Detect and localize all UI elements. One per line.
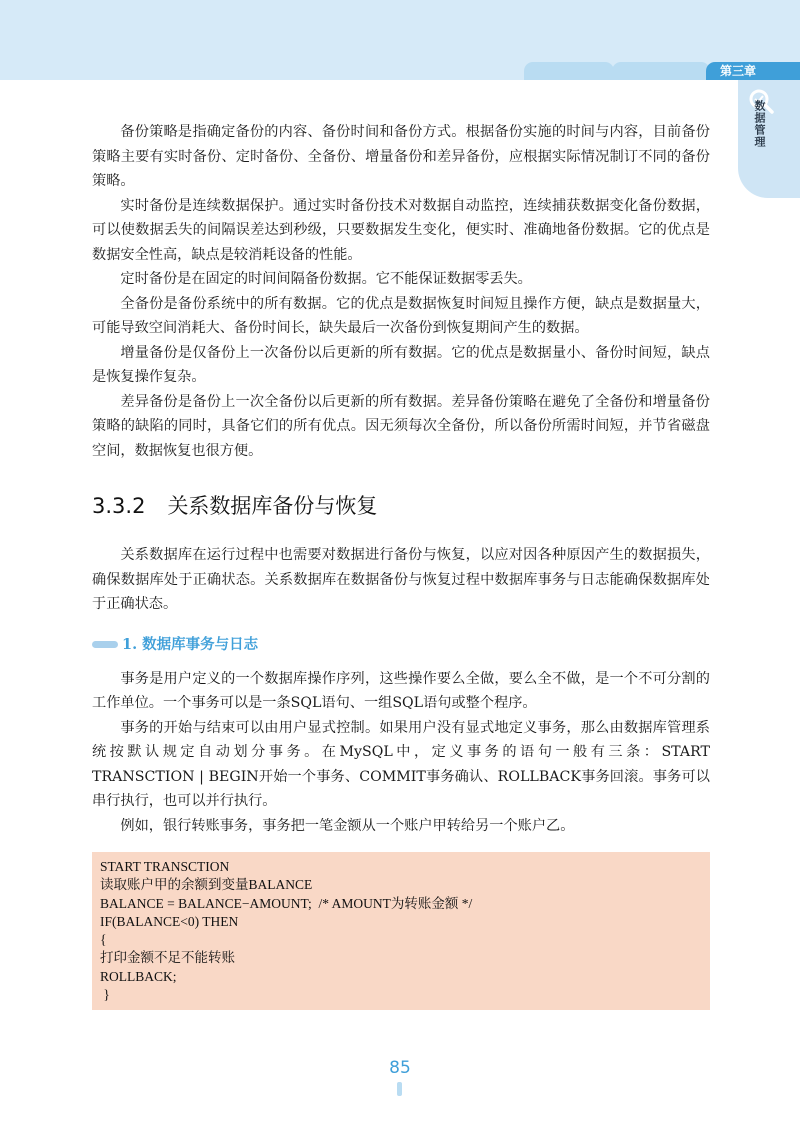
subsection-heading — [92, 633, 710, 657]
paragraph: 差异备份是备份上一次全备份以后更新的所有数据。差异备份策略在避免了全备份和增量备份策略的缺陷的同时，具备它们的所有优点。因无须每次全备份，所以备份所需时间短，并节省磁盘空间，数据恢复也很方便。 — [92, 393, 710, 459]
paragraph: 备份策略是指确定备份的内容、备份时间和备份方式。根据备份实施的时间与内容，目前备份策略主要有实时备份、定时备份、全备份、增量备份和差异备份，应根据实际情况制订不同的备份策略。 — [92, 124, 710, 189]
section-title: 关系数据库备份与恢复 — [167, 494, 378, 518]
paragraph: 事务是用户定义的一个数据库操作序列，这些操作要么全做，要么全不做，是一个不可分割的工作单位。一个事务可以是一条SQL语句、一组SQL语句或整个程序。 — [92, 670, 710, 711]
chapter-tab: 第三章 — [706, 62, 800, 80]
page-number-decor — [397, 1082, 402, 1096]
paragraph: 例如，银行转账事务，事务把一笔金额从一个账户甲转给另一个账户乙。 — [120, 817, 575, 834]
code-line: 打印金额不足不能转账 — [100, 950, 235, 966]
page-number: 85 — [389, 1058, 411, 1078]
code-line: ROLLBACK; — [100, 968, 177, 984]
header-tab-decor — [524, 62, 614, 80]
code-line: IF(BALANCE<0) THEN — [100, 913, 239, 929]
paragraph: 实时备份是连续数据保护。通过实时备份技术对数据自动监控，连续捕获数据变化备份数据，可以使数据丢失的间隔误差达到秒级，只要数据发生变化，便实时、准确地备份数据。它的优点是数据安全性高，缺点是较消耗设备的性能。 — [92, 197, 710, 263]
header-tab-decor — [612, 62, 710, 80]
code-line: 读取账户甲的余额到变量BALANCE — [100, 877, 313, 893]
section-heading — [92, 491, 710, 521]
paragraph: 全备份是备份系统中的所有数据。它的优点是数据恢复时间短且操作方便，缺点是数据量大，可能导致空间消耗大、备份时间长，缺失最后一次备份到恢复期间产生的数据。 — [92, 295, 710, 336]
paragraph: 定时备份是在固定的时间间隔备份数据。它不能保证数据零丢失。 — [120, 271, 532, 287]
heading-bar-decor — [92, 641, 118, 648]
section-intro: 关系数据库在运行过程中也需要对数据进行备份与恢复，以应对因各种原因产生的数据损失，确保数据库处于正确状态。关系数据库在数据备份与恢复过程中数据库事务与日志能确保数据库处于正确状态。 — [92, 547, 710, 612]
code-line: START TRANSCTION — [100, 859, 230, 874]
paragraph: 事务的开始与结束可以由用户显式控制。如果用户没有显式地定义事务，那么由数据库管理系统按默认规定自动划分事务。在MySQL中，定义事务的语句一般有三条：START TRANSCTION | BEGIN开始一个事务、COMMIT事务确认、ROLLBACK事务回滚。事务可以串行执行，也可以并行执行。 — [92, 719, 710, 809]
page-content — [92, 120, 710, 1010]
code-line: { — [100, 932, 107, 948]
side-chapter-label: 数据管理 — [753, 100, 766, 148]
code-block — [92, 852, 710, 1010]
section-number: 3.3.2 — [92, 494, 146, 518]
code-line: BALANCE = BALANCE−AMOUNT; /* AMOUNT为转账金额 */ — [100, 895, 473, 911]
paragraph: 增量备份是仅备份上一次备份以后更新的所有数据。它的优点是数据量小、备份时间短，缺点是恢复操作复杂。 — [92, 344, 710, 385]
code-line: } — [100, 987, 110, 1003]
subsection-title: 1. 数据库事务与日志 — [122, 635, 259, 653]
